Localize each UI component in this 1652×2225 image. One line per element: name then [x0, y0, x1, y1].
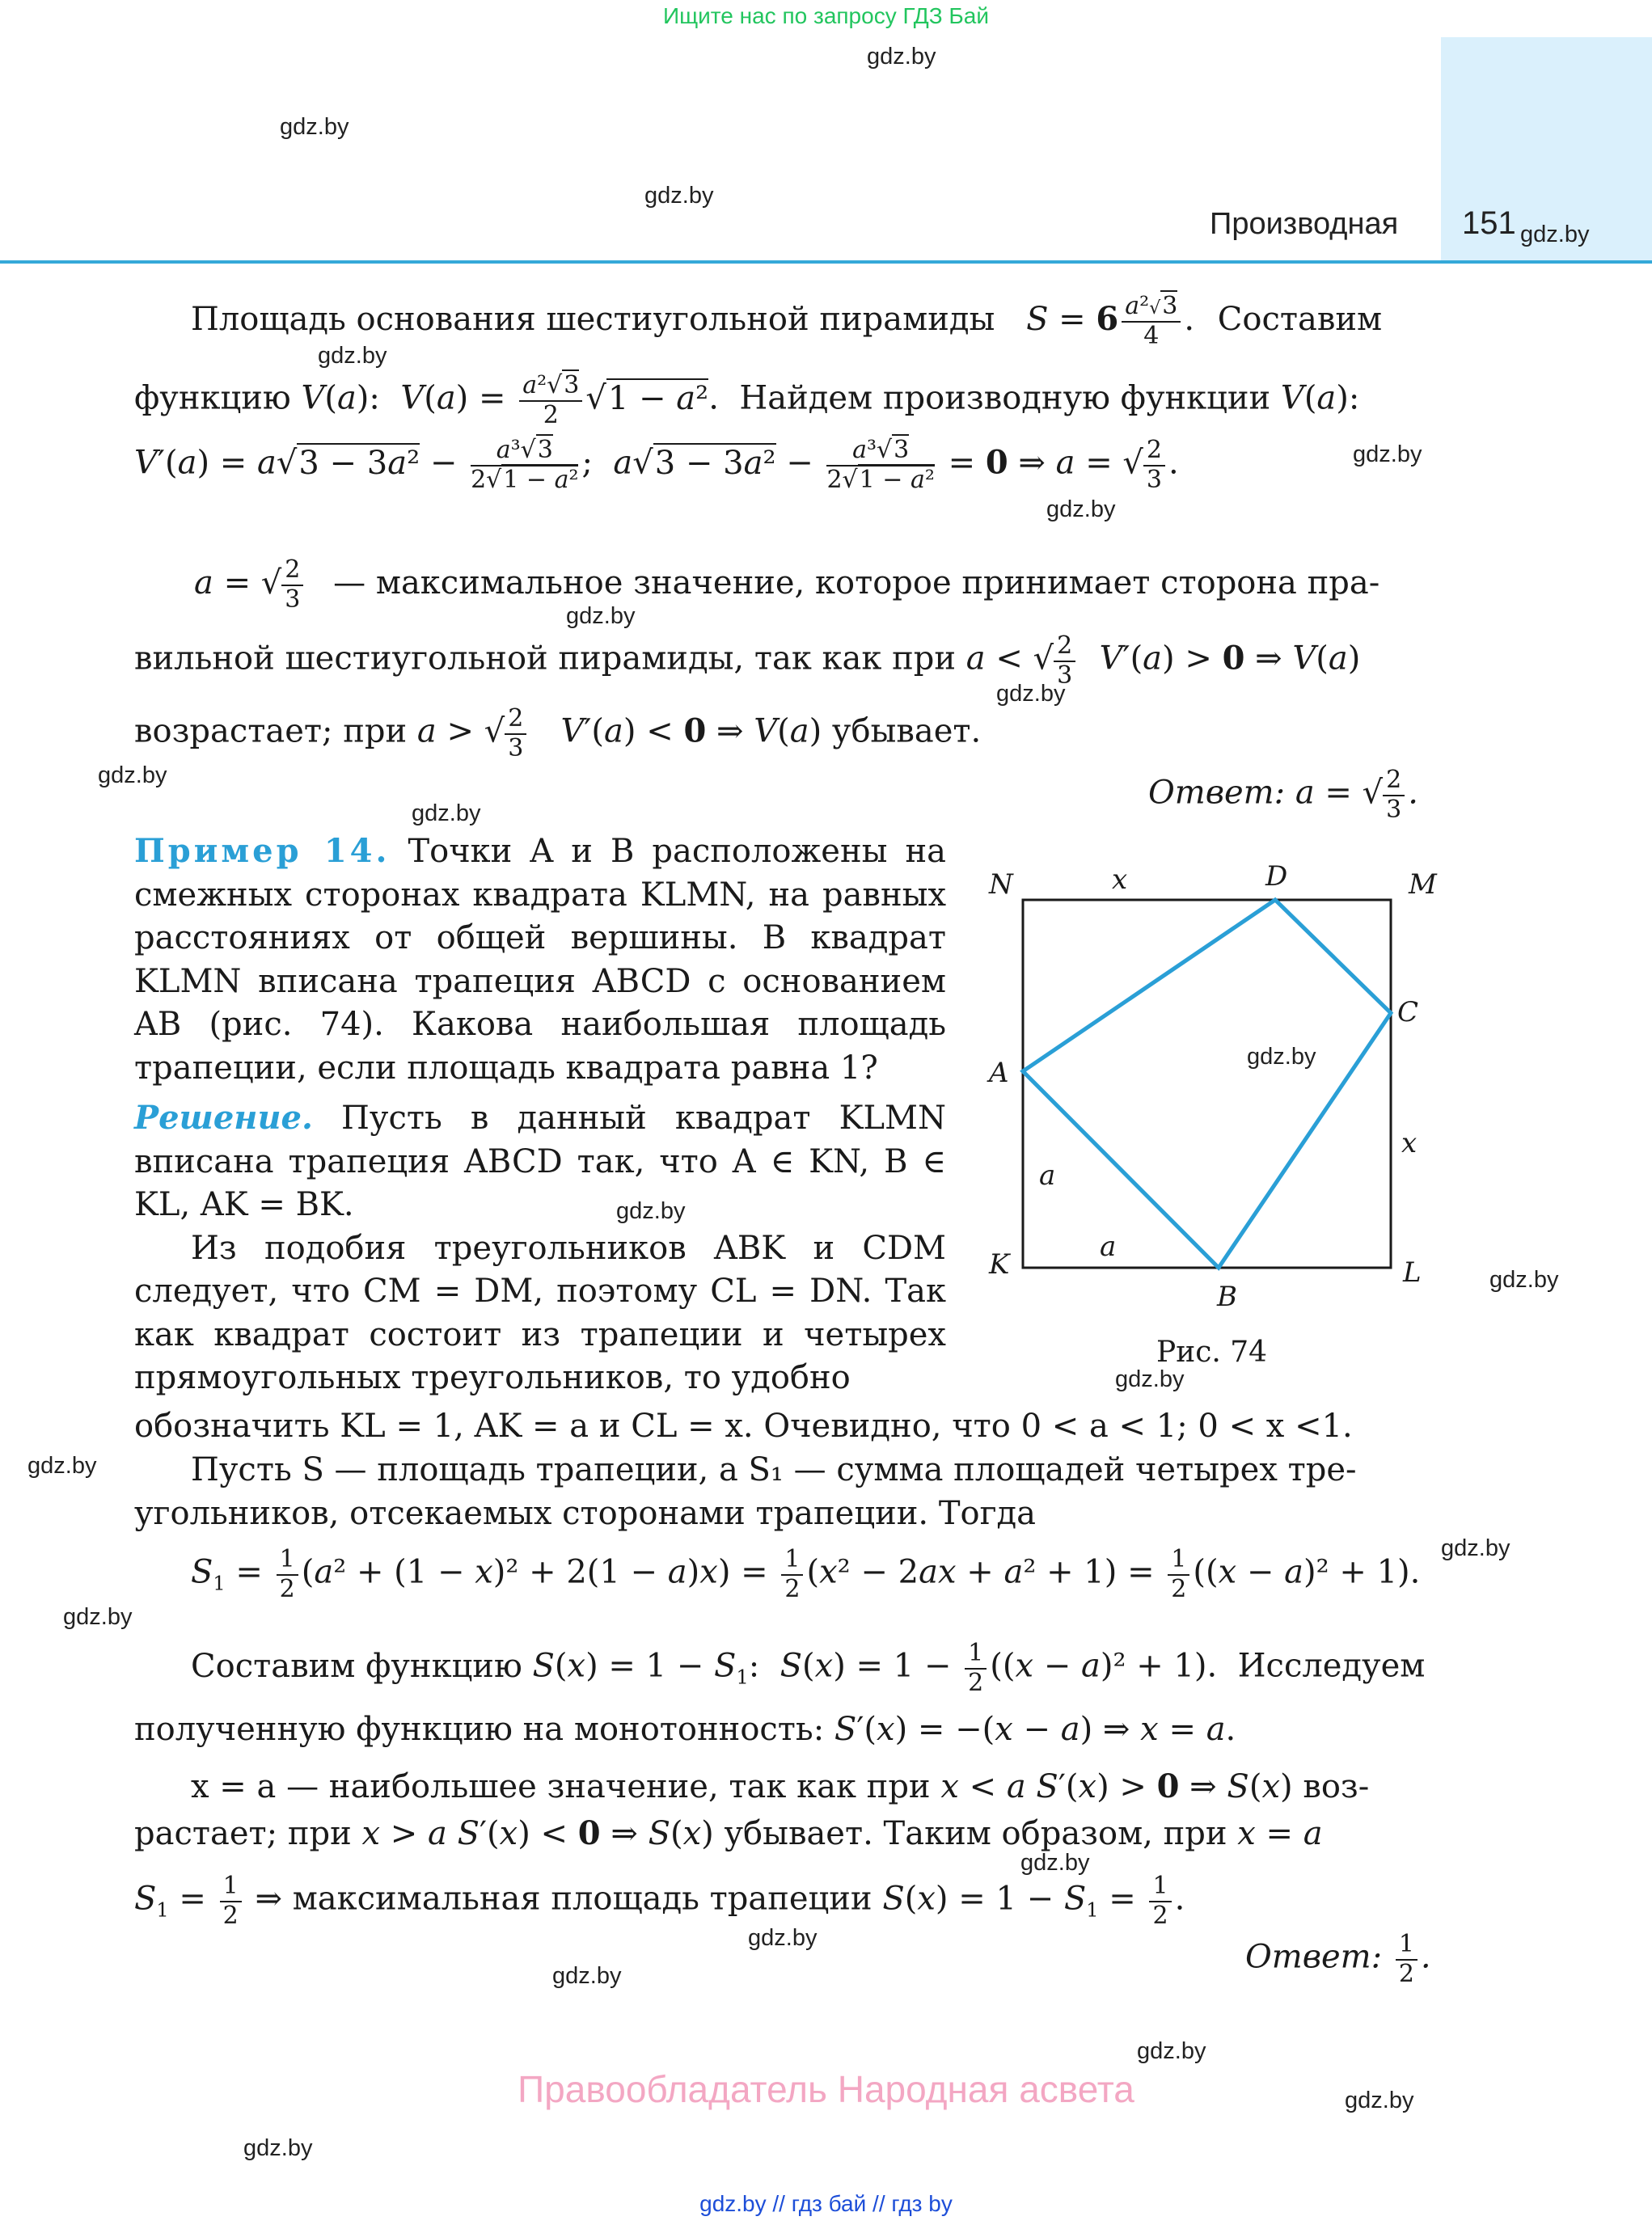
label-x-top: x [1112, 863, 1128, 896]
text-line: полученную функцию на монотонность: S′(x) = −(x − a) ⇒ x = a. [134, 1711, 1236, 1748]
watermark: gdz.by [1046, 496, 1116, 522]
watermark: gdz.by [867, 44, 936, 70]
text-line: растает; при x > a S′(x) < 0 ⇒ S(x) убывает. Таким образом, при x = a [134, 1814, 1323, 1852]
watermark: gdz.by [644, 183, 714, 209]
text-line: Площадь основания шестиугольной пирамиды S = 6 $\frac{\text{a²√3}}{4}$ . Составим [191, 292, 1383, 350]
label-m: M [1409, 868, 1437, 901]
label-b-point: B [1217, 1281, 1237, 1313]
watermark: gdz.by [1115, 1366, 1185, 1392]
watermark: gdz.by [1020, 1850, 1090, 1876]
max-area-formula: $S_1$ = $\frac{1}{2}$ ⇒ максимальная площадь трапеции $S(x) = 1 - S_1$ = $\frac{1}{2}$ . [134, 1872, 1185, 1930]
text-line: x = a — наибольшее значение, так как при x < a S′(x) > 0 ⇒ S(x) воз- [191, 1767, 1370, 1805]
watermark: gdz.by [1247, 1044, 1316, 1070]
text-line: обозначить KL = 1, AK = a и CL = x. Очевидно, что 0 < a < 1; 0 < x <1. [134, 1408, 1353, 1445]
watermark: gdz.by [243, 2135, 313, 2161]
label-a-left: a [1039, 1159, 1056, 1192]
watermark: gdz.by [996, 681, 1066, 707]
watermark: gdz.by [1353, 441, 1422, 467]
label-a-bottom: a [1100, 1231, 1117, 1263]
text-line: вильной шестиугольной пирамиды, так как при a < √ $\frac{2}{3}$ V′(a) > 0 ⇒ V(a) [134, 631, 1361, 690]
top-note: Ищите нас по запросу ГДЗ Бай [662, 3, 990, 28]
s1-formula: $S_1$ = $\frac{1}{2}$ (a² + (1 − x)² + 2(1 − a)x) = $\frac{1}{2}$ (x² − 2ax + a² + 1) = $\frac{1}{2}$ ((x − a)² + 1). [191, 1545, 1421, 1603]
watermark: gdz.by [1489, 1267, 1559, 1293]
label-c-point: C [1397, 996, 1419, 1028]
watermark: gdz.by [616, 1198, 686, 1224]
example-text: Точки A и B расположены на смежных сторонах квадрата KLMN, на равных расстояниях от общей вершины. В квадрат KLMN вписана трапеция ABCD с основанием AB (рис. 74). Какова наибольшая площадь трапеции, если площадь квадрата равна 1? [134, 833, 947, 1087]
figure-caption: Рис. 74 [1156, 1336, 1268, 1369]
text-line: возрастает; при a > √ $\frac{2}{3}$ V′(a) < 0 ⇒ V(a) убывает. [134, 704, 982, 762]
watermark: gdz.by [1137, 2038, 1206, 2064]
text-line: Составим функцию $S(x) = 1 - S_1$: S(x) = 1 − $\frac{1}{2}$ ((x − a)² + 1). Исследуем [191, 1639, 1426, 1697]
watermark: gdz.by [280, 114, 349, 140]
label-k: K [989, 1248, 1010, 1281]
watermark: gdz.by [63, 1604, 133, 1630]
text-line: Пусть S — площадь трапеции, а S₁ — сумма площадей четырех тре- [191, 1451, 1357, 1488]
solution-heading: Решение. [134, 1099, 313, 1137]
watermark: gdz.by [98, 762, 167, 788]
label-d-point: D [1265, 860, 1288, 893]
watermark: gdz.by [1520, 222, 1590, 247]
watermark: gdz.by [318, 343, 387, 369]
watermark: gdz.by [566, 603, 636, 629]
label-a-point: A [989, 1057, 1009, 1089]
trapezoid-abcd [1023, 900, 1391, 1268]
page-number: 151 [1462, 205, 1516, 241]
text-line: a = √ $\frac{2}{3}$ — максимальное значение, которое принимает сторона пра- [194, 555, 1380, 614]
similarity-text: Из подобия треугольников ABK и CDM следует, что CM = DM, поэтому CL = DN. Так как квадрат состоит из трапеции и четырех прямоугольных треугольников, то удобно [134, 1229, 946, 1396]
solution-text: Пусть в данный квадрат KLMN вписана трапеция ABCD так, что A ∈ KN, B ∈ KL, AK = BK. [134, 1100, 946, 1223]
running-head: Производная [1210, 207, 1399, 241]
derivative-formula: V′(a) = a√3 − 3a² − $\frac{\text{a³√3}}{\text{2√1 − a²}}$ ; a√3 − 3a² − $\frac{\text{a³√3}}{\text{2√1 − a²}}$ = 0 ⇒ a = √ $\frac{2}{3}$ . [134, 436, 1179, 494]
bottom-links[interactable]: gdz.by // гдз бай // гдз by [699, 2191, 953, 2216]
label-n: N [989, 868, 1013, 901]
example-column [134, 830, 946, 1400]
header-rule [0, 260, 1652, 264]
text-line: функцию V(a): V(a) = $\frac{\text{a²√3}}{2}$ √1 − a². Найдем производную функции V(a): [134, 371, 1360, 429]
watermark: gdz.by [748, 1925, 818, 1951]
watermark: gdz.by [27, 1453, 97, 1479]
answer-1: Ответ: a = √ $\frac{2}{3}$ . [1148, 766, 1418, 824]
label-x-right: x [1401, 1127, 1418, 1159]
square-trapezoid-figure [974, 853, 1460, 1338]
text-line: угольников, отсекаемых сторонами трапеции. Тогда [134, 1495, 1037, 1532]
copyright-footer: Правообладатель Народная асвета [518, 2068, 1134, 2110]
square-klmn [1023, 900, 1391, 1268]
answer-2: Ответ: $\frac{1}{2}$ . [1245, 1930, 1431, 1988]
watermark: gdz.by [552, 1963, 622, 1989]
label-l: L [1403, 1256, 1422, 1289]
watermark: gdz.by [412, 800, 481, 826]
watermark: gdz.by [1345, 2088, 1414, 2113]
example-heading: Пример 14. [134, 832, 391, 870]
watermark: gdz.by [1441, 1535, 1510, 1561]
